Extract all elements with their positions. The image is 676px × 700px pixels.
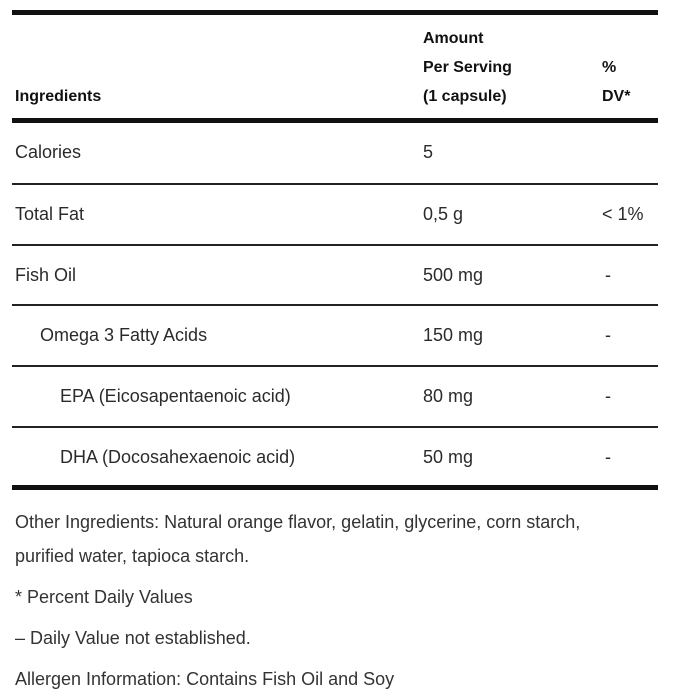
amount-header — [423, 24, 512, 111]
table-row — [12, 367, 658, 426]
row-dv: - — [605, 265, 611, 285]
row-dv: - — [605, 447, 611, 467]
row-amount: 5 — [423, 142, 434, 162]
dv-header-line2: DV* — [602, 88, 631, 105]
row-name: Total Fat — [15, 204, 85, 224]
row-amount: 150 mg — [423, 325, 484, 345]
table-row — [12, 185, 658, 244]
top-rule — [12, 10, 658, 15]
row-name: EPA (Eicosapentaenoic acid) — [60, 386, 291, 406]
dv-header — [602, 53, 630, 111]
amount-header-line1: Amount — [423, 30, 484, 47]
row-amount: 80 mg — [423, 386, 474, 406]
other-ingredients-line2: purified water, tapioca starch. — [15, 546, 250, 566]
ingredients-header: Ingredients — [15, 88, 102, 105]
row-dv: - — [605, 325, 611, 345]
table-row — [12, 123, 658, 182]
row-name: Omega 3 Fatty Acids — [40, 325, 208, 345]
other-ingredients-line1: Other Ingredients: Natural orange flavor, gelatin, glycerine, corn starch, — [15, 512, 581, 532]
row-name: Fish Oil — [15, 265, 77, 285]
amount-header-line3: (1 capsule) — [423, 88, 507, 105]
row-name: DHA (Docosahexaenoic acid) — [60, 447, 296, 467]
row-dv: - — [605, 386, 611, 406]
allergen-information: Allergen Information: Contains Fish Oil and Soy — [15, 669, 395, 689]
amount-header-line2: Per Serving — [423, 59, 512, 76]
bottom-rule — [12, 485, 658, 490]
row-amount: 500 mg — [423, 265, 484, 285]
table-row — [12, 428, 658, 487]
table-row — [12, 306, 658, 365]
dv-header-line1: % — [602, 59, 617, 76]
daily-value-not-established-note: – Daily Value not established. — [15, 628, 251, 648]
table-row — [12, 246, 658, 305]
row-amount: 0,5 g — [423, 204, 464, 224]
row-amount: 50 mg — [423, 447, 474, 467]
row-name: Calories — [15, 142, 82, 162]
percent-daily-values-note: * Percent Daily Values — [15, 587, 193, 607]
row-dv: < 1% — [602, 204, 644, 224]
